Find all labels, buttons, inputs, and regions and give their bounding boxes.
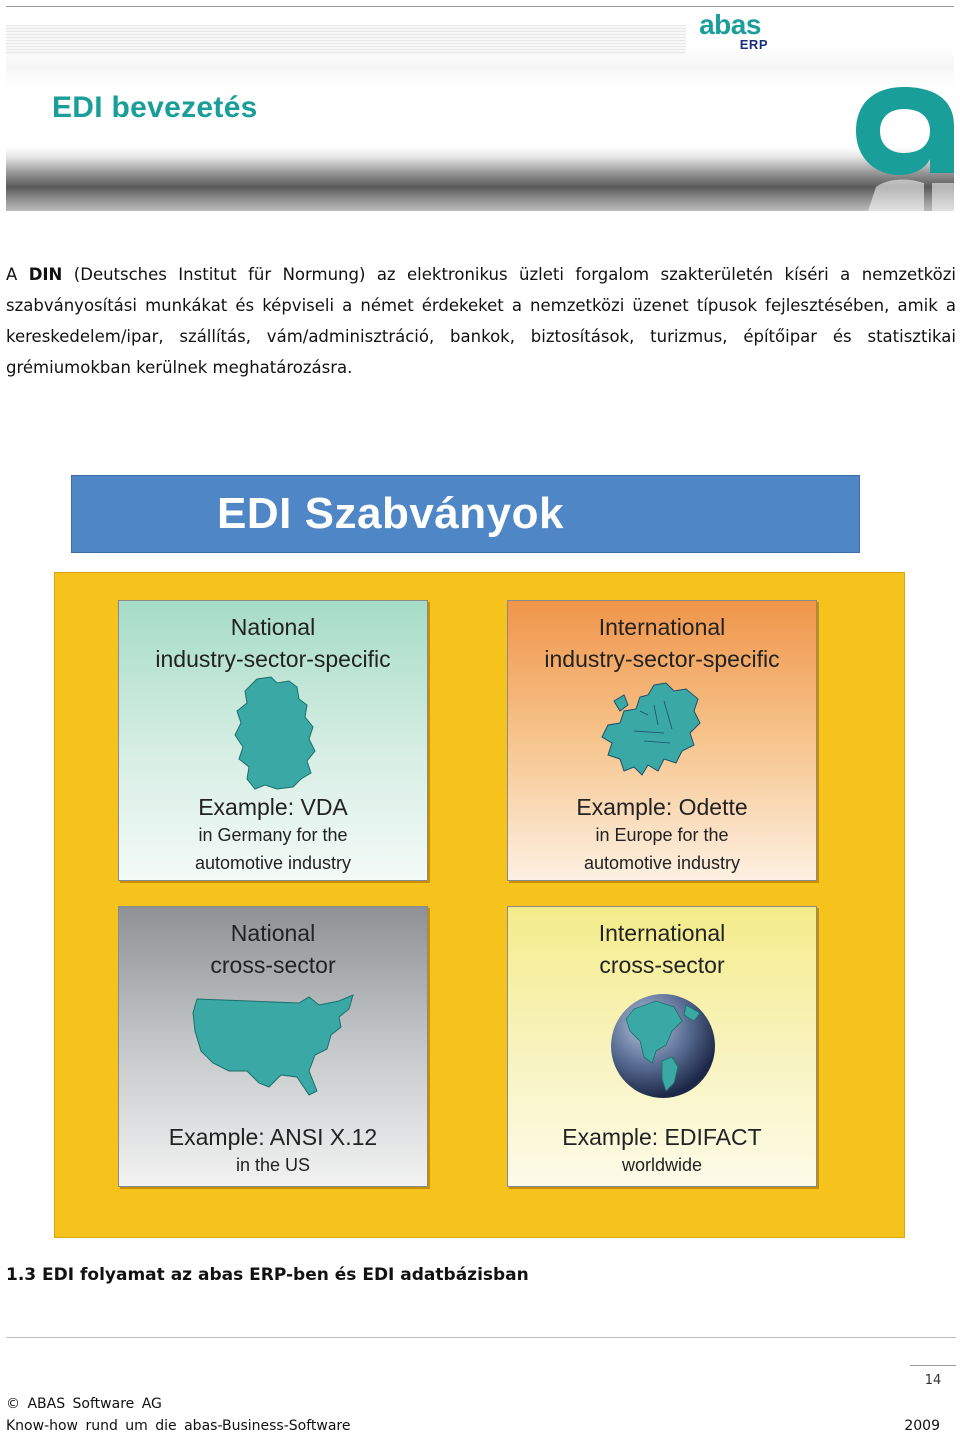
- quadrant-heading-line1: International: [598, 920, 726, 946]
- quadrant-detail-line2: automotive industry: [583, 853, 741, 873]
- intro-text-rest: (Deutsches Institut für Normung) az elektronikus üzleti forgalom szakterületén kíséri a nemzetközi szabványosítási munkákat és képviseli a német érdekeket a nemzetközi üzenet típusok fejlesztésében, amik a kereskedelem/ipar, szállítás, vám/adminisztráció, bankok, biztosítások, turizmus, építőipar és statisztikai grémiumokban kerülnek meghatározásra.: [6, 265, 956, 377]
- header-banner: [6, 6, 954, 211]
- footer-copyright: © ABAS Software AG: [6, 1396, 162, 1412]
- logo-sub: ERP: [739, 37, 768, 52]
- quadrant-national-cross-sector: [118, 906, 428, 1187]
- page-number: 14: [924, 1373, 942, 1388]
- quadrant-heading-line2: industry-sector-specific: [155, 646, 391, 672]
- abas-erp-logo: [690, 11, 770, 53]
- quadrant-detail-line1: in Germany for the: [198, 825, 348, 845]
- quadrant-example-detail: [508, 1151, 816, 1179]
- quadrant-example-detail: [119, 821, 427, 877]
- quadrant-detail-line1: in the US: [235, 1155, 311, 1175]
- edi-figure-title: EDI Szabványok: [217, 489, 564, 538]
- quadrant-heading-line1: National: [230, 614, 316, 640]
- quadrant-detail-line2: automotive industry: [194, 853, 352, 873]
- quadrant-example: Example: Odette: [576, 794, 748, 820]
- abas-a-logo-icon: [846, 79, 954, 211]
- quadrant-example: Example: ANSI X.12: [168, 1124, 378, 1150]
- intro-text-start: A: [6, 265, 29, 284]
- usa-map-icon: [189, 991, 359, 1107]
- quadrant-example: Example: VDA: [198, 794, 348, 820]
- quadrant-heading-line2: cross-sector: [210, 952, 336, 978]
- quadrant-example-detail: [508, 821, 816, 877]
- quadrant-heading-line2: industry-sector-specific: [544, 646, 780, 672]
- quadrant-detail-line1: in Europe for the: [595, 825, 729, 845]
- quadrant-example-detail: [119, 1151, 427, 1179]
- edi-figure-title-bar: [71, 475, 860, 553]
- footer-divider: [6, 1337, 956, 1338]
- quadrant-national-industry-specific: [118, 600, 428, 881]
- section-heading: 1.3 EDI folyamat az abas ERP-ben és EDI adatbázisban: [6, 1265, 529, 1285]
- banner-texture: [6, 25, 686, 55]
- germany-map-icon: [227, 675, 319, 793]
- page-title: EDI bevezetés: [52, 91, 258, 124]
- quadrant-heading: [508, 611, 816, 675]
- quadrant-international-cross-sector: [507, 906, 817, 1187]
- quadrant-example: Example: EDIFACT: [562, 1124, 762, 1150]
- intro-paragraph: [6, 259, 956, 383]
- quadrant-detail-line1: worldwide: [621, 1155, 703, 1175]
- quadrant-heading-line1: National: [230, 920, 316, 946]
- quadrant-heading: [119, 611, 427, 675]
- logo-name: abas: [699, 9, 761, 40]
- quadrant-heading-line2: cross-sector: [599, 952, 725, 978]
- quadrant-heading: [119, 917, 427, 981]
- quadrant-heading: [508, 917, 816, 981]
- footer-tagline: Know-how rund um die abas-Business-Software: [6, 1418, 351, 1434]
- footer-year: 2009: [904, 1418, 940, 1434]
- globe-icon: [608, 991, 718, 1101]
- europe-map-icon: [594, 681, 704, 781]
- page-number-divider: [910, 1365, 956, 1366]
- quadrant-heading-line1: International: [598, 614, 726, 640]
- quadrant-international-industry-specific: [507, 600, 817, 881]
- din-term: DIN: [28, 265, 63, 284]
